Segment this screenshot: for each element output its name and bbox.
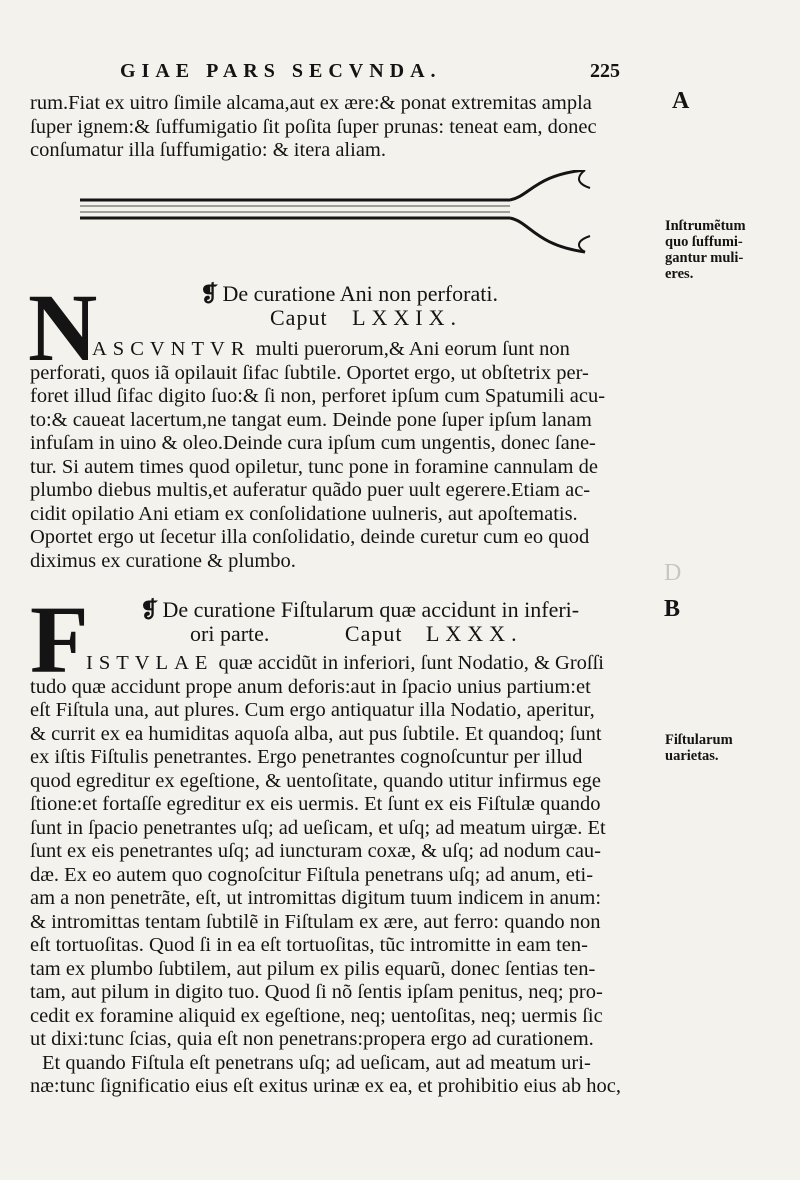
text-line: næ:tunc ſignificatio eius eſt exitus urinæ ex ea, et prohibitio eius ab hoc, [30,1075,621,1097]
text-line: to:& caueat lacertum,ne tangat eum. Deinde pone ſuper ipſum lanam [30,408,592,431]
text-line: tam, aut pilum in digito tuo. Quod ſi nõ ſentis ipſam penitus, neq; pro- [30,981,603,1003]
margin-note-line: quo ſuffumi- [665,234,743,250]
fumigation-instrument-illustration [80,170,600,280]
drop-cap-f: F [30,586,89,693]
chapter-79-body [30,338,655,573]
text-line: eſt tortuoſitas. Quod ſi in ea eſt tortuoſitas, tũc intromitte in eam ten- [30,934,588,956]
chapter-80-title [140,598,579,622]
text-line: tur. Si autem times quod opiletur, tunc pone in foramine cannulam de [30,455,598,478]
chapter-80-title-line2: ori parte. Caput LXXX. [190,621,523,646]
text-line: Et quando Fiſtula eſt penetrans uſq; ad ueſicam, aut ad meatum uri- [42,1051,591,1074]
text-line: foret illud ſifac digito ſuo:& ſi non, perforet ipſum cum Spatumili acu- [30,385,606,407]
text-line: ex iſtis Fiſtulis penetrantes. Ergo penetrantes cognoſcuntur per illud [30,746,583,768]
text-line: & intromittas tentam ſubtilẽ in Fiſtulam ex ære, aut ferro: quando non [30,910,601,933]
text-line: eſt Fiſtula una, aut plures. Cum ergo antiquatur illa Nodatio, aperitur, [30,699,595,721]
text-line: ſtione:et fortaſſe egreditur ex eis uermis. Et ſunt ex eis Fiſtulæ quando [30,793,601,815]
chapter-80-body [30,652,655,1099]
margin-note-line: eres. [665,266,694,282]
text-line: tudo quæ accidunt prope anum deforis:aut in ſpacio unius partium:et [30,675,591,698]
bleed-through-letter: D [664,560,682,586]
text-line: tam ex plumbo ſubtilem, aut pilum ex pilis equarũ, donec ſentias ten- [30,957,596,980]
text-line: rum.Fiat ex uitro ſimile alcama,aut ex ære:& ponat extremitas ampla [30,92,592,114]
caput-number: LXXX. [425,621,523,646]
text-line: perforati, quos iã opilauit ſifac ſubtile. Oportet ergo, ut obſtetrix per- [30,361,589,384]
margin-note-line: gantur muli- [665,250,744,266]
text-line: ſunt in ſpacio penetrantes uſq; ad ueſicam, et uſq; ad meatum uirgæ. Et [30,816,606,839]
text-line: am a non penetrãte, eſt, ut intromittas digitum tuum indicem in anum: [30,887,602,909]
margin-note-fistularum [665,732,785,764]
margin-note-line: Inſtrumẽtum [665,218,746,234]
pilcrow-icon: ❡ [200,281,219,306]
opening-word: ISTVLAE [86,652,214,674]
drop-cap-n: N [28,274,98,381]
text-line: cidit opilatio Ani etiam ex conſolidatione uulneris, aut apoſtematis. [30,502,578,525]
running-title: GIAE PARS SECVNDA. [120,60,442,82]
margin-note-line: uarietas. [665,748,719,764]
chapter-79-title-text: De curatione Ani non perforati. [222,281,498,306]
text-line: ISTVLAE quæ accidũt in inferiori, ſunt Nodatio, & Groſſi [86,652,604,674]
caput-label: Caput [344,621,403,646]
caput-label: Caput [270,305,328,330]
chapter-79-caput [270,306,462,330]
margin-letter-a: A [672,88,690,114]
text-line: & currit ex ea humiditas aquoſa alba, aut pus ſubtile. Et quandoq; ſunt [30,722,602,745]
caput-number: LXXIX. [352,305,462,330]
chapter-80-title-text: De curatione Fiſtularum quæ accidunt in inferi- [162,597,580,622]
text-line: cedit ex foramine aliquid ex egeſtione, neq; uentoſitas, neq; uermis ſic [30,1004,603,1027]
margin-note-line: Fiſtularum [665,732,733,748]
margin-letter-b: B [664,596,681,622]
text-line: dæ. Ex eo autem quo cognoſcitur Fiſtula penetrans uſq; ad anum, eti- [30,863,594,886]
text-line: diximus ex curatione & plumbo. [30,549,296,572]
margin-note-instrument [665,218,785,282]
opening-word: ASCVNTVR [92,338,251,360]
text-line: infuſam in uino & oleo.Deinde cura ipſum cum ungentis, donec ſane- [30,432,596,454]
pilcrow-icon: ❡ [140,597,159,622]
text-line: ſunt ex eis penetrantes uſq; ad iuncturam coxæ, & uſq; ad nodum cau- [30,840,602,862]
chapter-79-title [200,282,498,306]
text-line: quod egreditur ex egeſtione, & uentoſitate, quando utitur infirmus ege [30,769,601,792]
text-line: conſumatur illa ſuffumigatio: & itera aliam. [30,139,386,161]
text-line: Oportet ergo ut ſecetur illa conſolidatio, deinde curetur cum eo quod [30,526,590,548]
top-paragraph [30,92,655,163]
text-line: plumbo diebus multis,et auferatur quãdo puer uult egerere.Etiam ac- [30,479,591,501]
page-number: 225 [590,60,620,82]
text-line: ut dixi:tunc ſcias, quia eſt non penetrans:propera ergo ad curationem. [30,1028,594,1050]
text-line: ſuper ignem:& ſuffumigatio ſit poſita ſuper prunas: teneat eam, donec [30,115,597,138]
text-line: ASCVNTVR multi puerorum,& Ani eorum ſunt non [92,338,570,360]
